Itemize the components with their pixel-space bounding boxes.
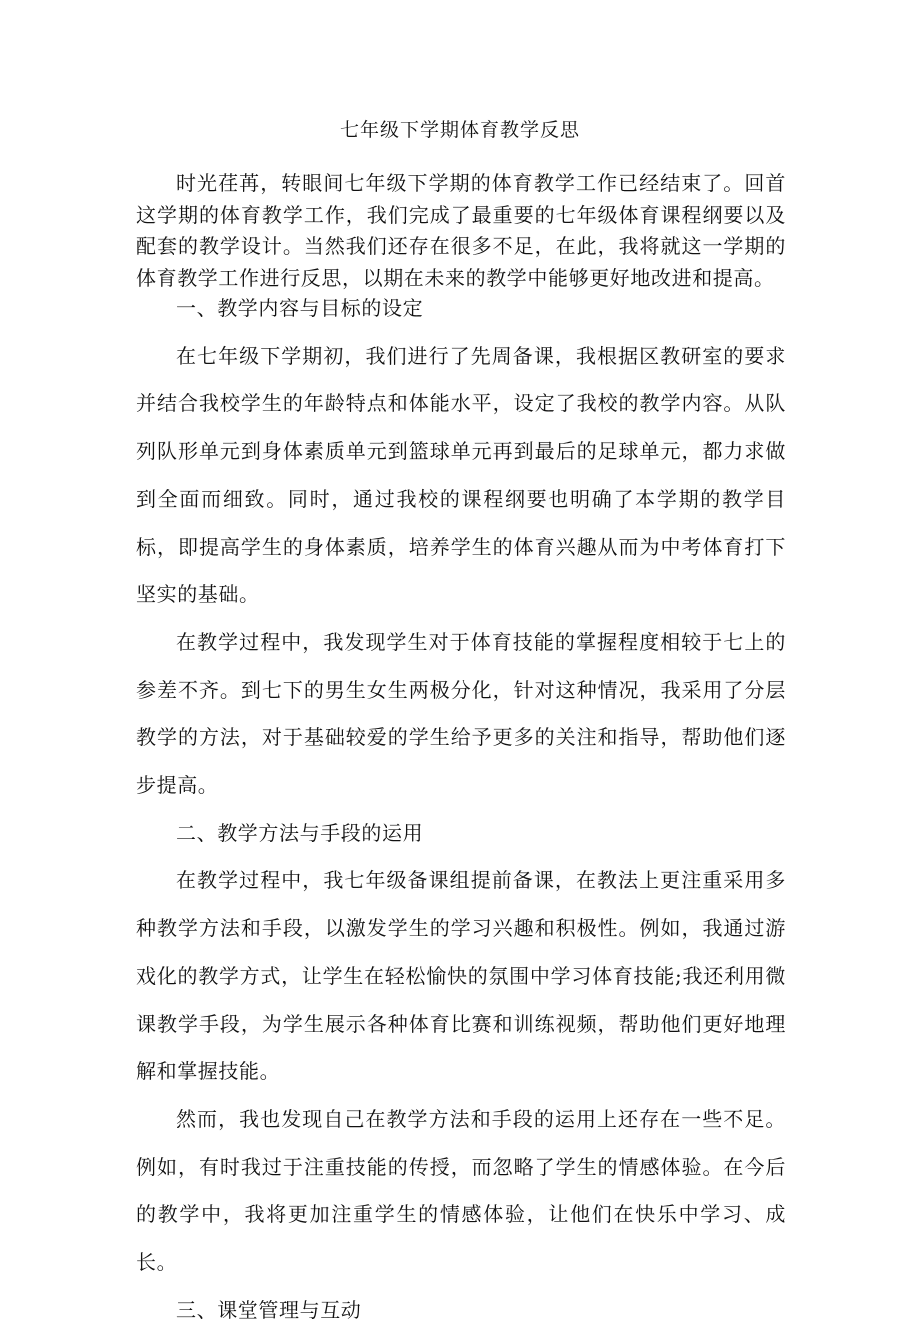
section1-paragraph-2: 在教学过程中，我发现学生对于体育技能的掌握程度相较于七上的参差不齐。到七下的男生女生两极分化，针对这种情况，我采用了分层教学的方法，对于基础较爱的学生给予更多的关注和指导，帮助他们逐步提高。 — [136, 629, 786, 798]
intro-paragraph: 时光荏苒，转眼间七年级下学期的体育教学工作已经结束了。回首这学期的体育教学工作，我们完成了最重要的七年级体育课程纲要以及配套的教学设计。当然我们还存在很多不足，在此，我将就这一学期的体育教学工作进行反思，以期在未来的教学中能够更好地改进和提高。 — [136, 171, 786, 290]
section-heading-1: 一、教学内容与目标的设定 — [176, 296, 424, 320]
document-title: 七年级下学期体育教学反思 — [339, 119, 580, 141]
section-heading-3: 三、课堂管理与互动 — [176, 1297, 362, 1322]
section2-paragraph-2: 然而，我也发现自己在教学方法和手段的运用上还存在一些不足。例如，有时我过于注重技能的传授，而忽略了学生的情感体验。在今后的教学中，我将更加注重学生的情感体验，让他们在快乐中学习、成长。 — [136, 1106, 786, 1275]
section-heading-2: 二、教学方法与手段的运用 — [176, 820, 424, 845]
section1-paragraph-1: 在七年级下学期初，我们进行了先周备课，我根据区教研室的要求并结合我校学生的年龄特点和体能水平，设定了我校的教学内容。从队列队形单元到身体素质单元到篮球单元再到最后的足球单元，都力求做到全面而细致。同时，通过我校的课程纲要也明确了本学期的教学目标，即提高学生的身体素质，培养学生的体育兴趣从而为中考体育打下坚实的基础。 — [136, 343, 786, 607]
intro-block — [136, 168, 786, 294]
section2-paragraph-1: 在教学过程中，我七年级备课组提前备课，在教法上更注重采用多种教学方法和手段，以激发学生的学习兴趣和积极性。例如，我通过游戏化的教学方式，让学生在轻松愉快的氛围中学习体育技能;我还利用微课教学手段，为学生展示各种体育比赛和训练视频，帮助他们更好地理解和掌握技能。 — [136, 868, 786, 1084]
document-body — [136, 285, 786, 1334]
